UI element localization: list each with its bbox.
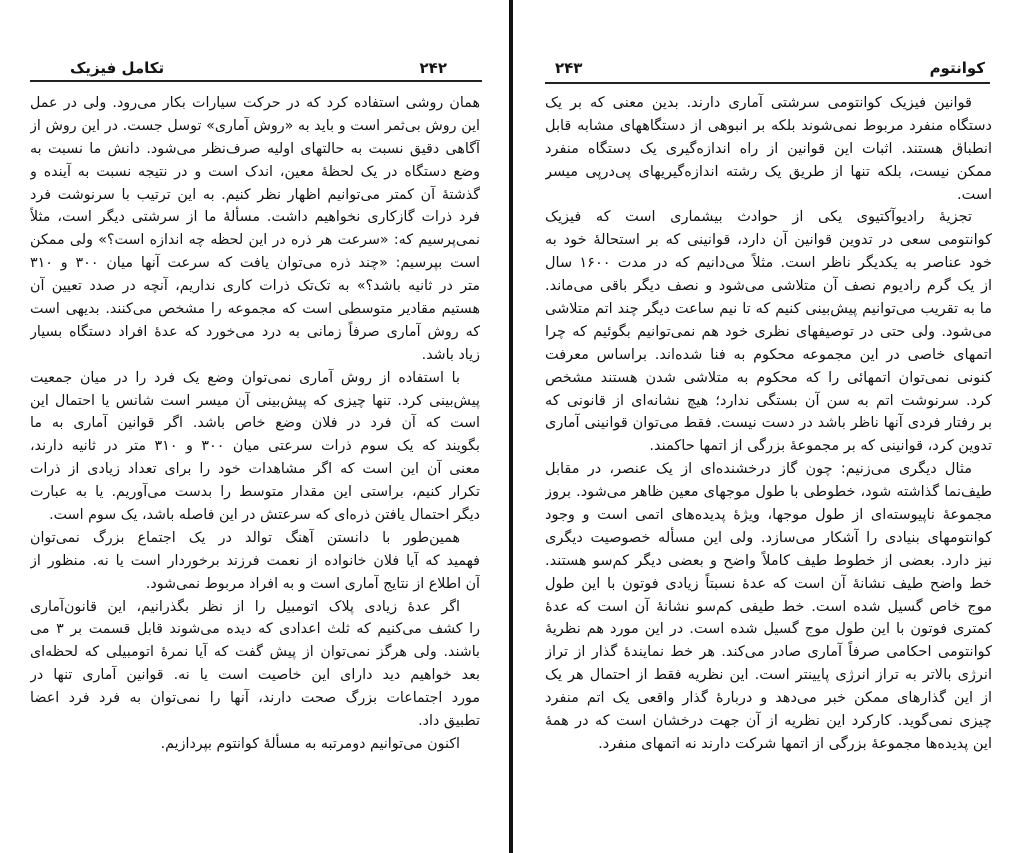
text-line: از یک گرم رادیوم نصف آن متلاشی می‌شود و نصف دیگر باقی می‌ماند. (545, 278, 992, 295)
right-page-body (545, 92, 992, 756)
text-line: موج خاص گسیل شده است. خط طیفی کم‌سو نشانهٔ آن است که عدهٔ (545, 598, 992, 615)
text-line: آن اطلاع از نتایج آماری است و به افراد مربوط نمی‌شود. (145, 575, 480, 592)
text-line: کرد. سرنوشت اتم به سن آن بستگی ندارد؛ هیچ نشانه‌ای از قانونی که (545, 392, 992, 409)
text-line: است که آن فرد در فلان وضع خاص باشد. اگر قوانین آماری به ما (30, 415, 480, 432)
right-header-rule (545, 82, 990, 84)
text-line: چیزی نمی‌گوید. کارکرد این نظریه از آن جهت درخشان است که در همهٔ (545, 713, 992, 730)
text-line: مجموعهٔ ناپیوسته‌ای از طول موجها، ویژهٔ پدیده‌های اتمی است و وجود (545, 507, 992, 524)
text-line: آگاهی دقیق نسبت به حالتهای اولیه صرف‌نظر می‌شود. دانش ما نسبت به (30, 140, 480, 157)
text-line: کوانتومی سعی در تدوین قوانین آن دارد، قوانینی که بر استحالهٔ خود به (545, 232, 992, 249)
text-line: این روش بی‌ثمر است و باید به «روش آماری» توسل جست. در این روش از (30, 117, 480, 134)
text-line: دستگاه منفرد مربوط نمی‌شوند بلکه بر انبوهی از دستگاههای مشابه قابل (545, 117, 992, 134)
text-line: است بپرسیم: «چند ذره می‌توان یافت که سرعت آنها میان ۳۰۰ و ۳۱۰ (30, 255, 480, 272)
left-header-rule (30, 80, 482, 82)
right-running-title: کوانتوم (929, 59, 985, 77)
text-line: نیز دارد. بعضی از خطوط طیف کاملاً واضح و بعضی دیگر کم‌سو هستند. (545, 552, 992, 569)
text-line: کوانتومی احکامی صرفاً آماری صادر می‌کند. هر خط نمایندهٔ گذار از تراز (545, 644, 992, 661)
left-page-number: ۲۴۲ (419, 59, 447, 77)
paragraph (30, 92, 480, 367)
text-line: تکرار کنیم، براستی این مقدار متوسط را بدست می‌آوریم. یا به عبارت (30, 484, 480, 501)
paragraph (30, 527, 480, 596)
paragraph (30, 367, 480, 527)
text-line: با استفاده از روش آماری نمی‌توان وضع یک فرد را در میان جمعیت (30, 369, 460, 386)
text-line: دیگر احتمال یافتن ذره‌ای که سرعتش در این فاصله باشد، یک سوم است. (49, 507, 480, 524)
text-line: وضع دستگاه در یک لحظهٔ معین، اندک است و در نتیجه نسبت به آینده و (30, 163, 480, 180)
text-line: تجزیهٔ رادیوآکتیوی یکی از حوادث بیشماری است که فیزیک (545, 209, 972, 226)
text-line: پیش‌بینی کرد. تنها چیزی که پیش‌بینی آن میسر است شانس یا احتمال این (30, 392, 480, 409)
paragraph (545, 92, 992, 206)
left-page-body (30, 92, 480, 756)
text-line: معنی آن این است که اگر مشاهدات خود را برای تعداد زیادی از ذرات (30, 461, 480, 478)
text-line: نمی‌پرسیم که: «سرعت هر ذره در این لحظه چه اندازه است؟» ولی ممکن (30, 232, 480, 249)
paragraph (545, 458, 992, 756)
text-line: انرژی بالاتر به تراز انرژی پایینتر است. این نظریه فقط از احتمال هر یک (545, 667, 992, 684)
left-running-title: تکامل فیزیک (70, 59, 165, 77)
text-line: می‌شود. ولی حتی در توصیفهای نظری خود هم نمی‌توانیم بگوئیم که چرا (545, 323, 992, 340)
text-line: قوانین فیزیک کوانتومی سرشتی آماری دارند. بدین معنی که بر یک (545, 95, 972, 111)
book-gutter-line (509, 0, 513, 853)
text-line: فرد ذرات گازکاری نخواهیم داشت. مسألهٔ ما از سرشتی دیگر است، مثلاً (30, 209, 480, 226)
left-page (0, 0, 509, 853)
text-line: تطبیق داد. (418, 713, 480, 730)
text-line: بر رفتار فردی آنها ناظر باشد در دست نیست. فقط می‌توان قوانینی آماری (545, 415, 992, 432)
paragraph (30, 596, 480, 733)
text-line: اکنون می‌توانیم دومرتبه به مسألهٔ کوانتوم بپردازیم. (160, 735, 460, 752)
text-line: اگر عدهٔ زیادی پلاک اتومبیل را از نظر بگذرانیم، این قانون‌آماری (30, 598, 460, 615)
text-line: مثال دیگری می‌زنیم: چون گاز درخشنده‌ای از یک عنصر، در مقابل (545, 461, 972, 478)
text-line: انطباق هستند. اثبات این قوانین از راه اندازه‌گیری یک دستگاه منفرد (545, 140, 992, 157)
text-line: طیف‌نما گذاشته شود، خطوطی با طول موجهای معین ظاهر می‌شود. بروز (545, 484, 992, 501)
right-page-number: ۲۴۳ (555, 59, 583, 77)
text-line: فهمید که آیا فلان خانواده از نعمت فرزند برخوردار است یا نه. منظور از (30, 552, 480, 569)
text-line: هستیم مقادیر متوسطی است که مجموعه را مشخص می‌کنند. بدیهی است (30, 301, 480, 318)
text-line: کوانتومهای بنیادی را آشکار می‌سازد. ولی این مسأله خصوصیت دیگری (545, 529, 992, 546)
text-line: زیاد باشد. (421, 346, 480, 363)
text-line: کمتری فوتون با این طول موج گسیل شده است. در این مورد هم نظریهٔ (545, 621, 992, 638)
text-line: را کشف می‌کنیم که ثلث اعدادی که دیده می‌شوند قابل قسمت بر ۳ می (30, 621, 480, 638)
right-page (515, 0, 1024, 853)
text-line: بگویند که یک سوم ذرات سرعتی میان ۳۰۰ و ۳۱۰ متر در ثانیه دارند، (30, 438, 480, 455)
text-line: بعد خواهیم دید دارای این خاصیت است یا نه. قوانین آماری تنها در (30, 667, 480, 684)
text-line: همان روشی استفاده کرد که در حرکت سیارات بکار می‌رود. ولی در عمل (30, 95, 480, 111)
text-line: متر در ثانیه باشد؟» به تک‌تک ذرات کاری نداریم، آنچه در صدد تعیین آن (30, 278, 480, 295)
text-line: مورد اجتماعات بزرگ صحت دارند، آنها را نمی‌توان به فرد فرد اعضا (30, 690, 480, 707)
text-line: خط واضح طیف نشانهٔ آن است که عدهٔ نسبتاً زیادی فوتون با این طول (545, 575, 992, 592)
text-line: است. (956, 186, 992, 203)
paragraph (545, 206, 992, 458)
text-line: گذشتهٔ آن کمتر می‌توانیم اظهار نظر کنیم. به این ترتیب با سرنوشت فرد (30, 186, 480, 203)
text-line: خود عناصر به یکدیگر ناظر است. مثلاً می‌دانیم که در مدت ۱۶۰۰ سال (545, 255, 992, 272)
text-line: کنونی نمی‌توان اتمهائی را که محکوم به متلاشی شدن هستند مشخص (545, 369, 992, 386)
text-line: اتمهای خاصی در این مجموعه محکوم به فنا شده‌اند. براساس معرفت (545, 346, 992, 363)
text-line: ممکن نیست، بلکه تنها از طریق یک رشته اندازه‌گیریهای پی‌درپی میسر (545, 163, 992, 180)
text-line: همین‌طور با دانستن آهنگ توالد در یک اجتماع بزرگ نمی‌توان (30, 529, 460, 546)
paragraph (30, 733, 480, 756)
text-line: از این گذارهای ممکن خبر می‌دهد و دربارهٔ گذار واقعی یک اتم منفرد (545, 690, 992, 707)
text-line: که روش آماری صرفاً زمانی به درد می‌خورد که عدهٔ افراد دستگاه بسیار (30, 323, 480, 340)
text-line: باشند. ولی هرگز نمی‌توان از پیش گفت که آیا نمرهٔ اتومبیلی که لحظه‌ای (30, 644, 480, 661)
text-line: ما به تقریب می‌توانیم پیش‌بینی کنیم که تا نیم ساعت دیگر چند اتم متلاشی (545, 301, 992, 318)
text-line: تدوین کرد، قوانینی که بر مجموعهٔ بزرگی از اتمها حاکمند. (649, 438, 992, 455)
text-line: این پدیده‌ها مجموعهٔ بزرگی از اتمها شرکت دارند نه اتمهای منفرد. (598, 735, 992, 752)
